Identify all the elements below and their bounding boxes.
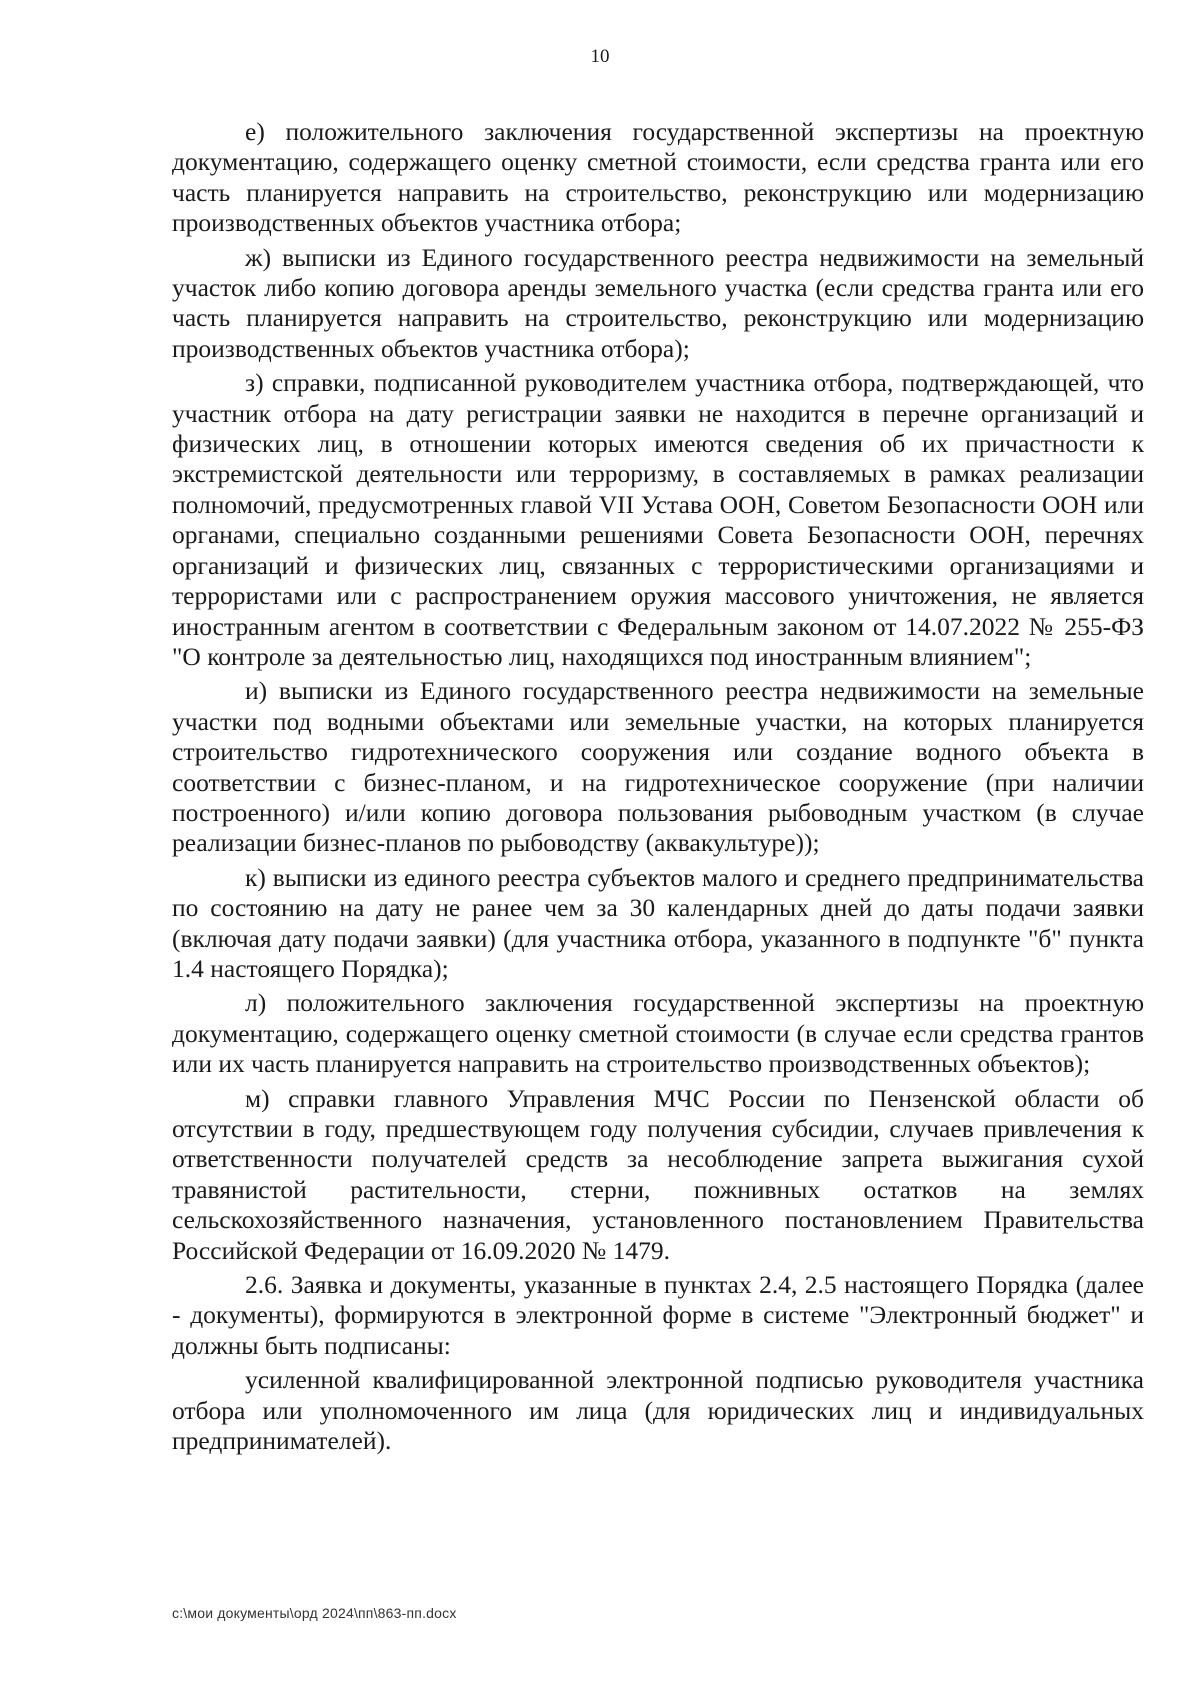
paragraph-k: к) выписки из единого реестра субъектов малого и среднего предпринимательства по состоянию на дату не ранее чем за 30 календарных дней до даты подачи заявки (включая дату подачи заявки) (для участника отбора, указанного в подпункте "б" пункта 1.4 настоящего Порядка); bbox=[172, 862, 1144, 983]
paragraph-zh: ж) выписки из Единого государственного реестра недвижимости на земельный участок либо копию договора аренды земельного участка (если средства гранта или его часть планируется направить на строительство, реконструкцию или модернизацию производственных объектов участника отбора); bbox=[172, 242, 1144, 363]
document-body bbox=[172, 117, 1144, 1460]
paragraph-2-6: 2.6. Заявка и документы, указанные в пунктах 2.4, 2.5 настоящего Порядка (далее - документы), формируются в электронной форме в системе "Электронный бюджет" и должны быть подписаны: bbox=[172, 1270, 1144, 1360]
paragraph-signature: усиленной квалифицированной электронной подписью руководителя участника отбора или уполномоченного им лица (для юридических лиц и индивидуальных предпринимателей). bbox=[172, 1365, 1144, 1456]
page-number: 10 bbox=[590, 46, 610, 67]
paragraph-i: и) выписки из Единого государственного реестра недвижимости на земельные участки под водными объектами или земельные участки, на которых планируется строительство гидротехнического сооружения или создание водного объекта в соответствии с бизнес-планом, и на гидротехническое сооружение (при наличии построенного) и/или копию договора пользования рыбоводным участком (в случае реализации бизнес-планов по рыбоводству (аквакультуре)); bbox=[172, 676, 1144, 858]
footer-file-path: c:\мои документы\орд 2024\пп\863-пп.docx bbox=[172, 1605, 457, 1621]
paragraph-l: л) положительного заключения государственной экспертизы на проектную документацию, содержащего оценку сметной стоимости (в случае если средства грантов или их часть планируется направить на строительство производственных объектов); bbox=[172, 988, 1144, 1079]
paragraph-z: з) справки, подписанной руководителем участника отбора, подтверждающей, что участник отбора на дату регистрации заявки не находится в перечне организаций и физических лиц, в отношении которых имеются сведения об их причастности к экстремистской деятельности или терроризму, в составляемых в рамках реализации полномочий, предусмотренных главой VII Устава ООН, Советом Безопасности ООН или органами, специально созданными решениями Совета Безопасности ООН, перечнях организаций и физических лиц, связанных с террористическими организациями и террористами или с распространением оружия массового уничтожения, не является иностранным агентом в соответствии с Федеральным законом от 14.07.2022 № 255-ФЗ "О контроле за деятельностью лиц, находящихся под иностранным влиянием"; bbox=[172, 368, 1144, 671]
paragraph-e: е) положительного заключения государственной экспертизы на проектную документацию, содержащего оценку сметной стоимости, если средства гранта или его часть планируется направить на строительство, реконструкцию или модернизацию производственных объектов участника отбора; bbox=[172, 117, 1144, 238]
paragraph-m: м) справки главного Управления МЧС России по Пензенской области об отсутствии в году, предшествующем году получения субсидии, случаев привлечения к ответственности получателей средств за несоблюдение запрета выжигания сухой травянистой растительности, стерни, пожнивных остатков на землях сельскохозяйственного назначения, установленного постановлением Правительства Российской Федерации от 16.09.2020 № 1479. bbox=[172, 1083, 1144, 1265]
